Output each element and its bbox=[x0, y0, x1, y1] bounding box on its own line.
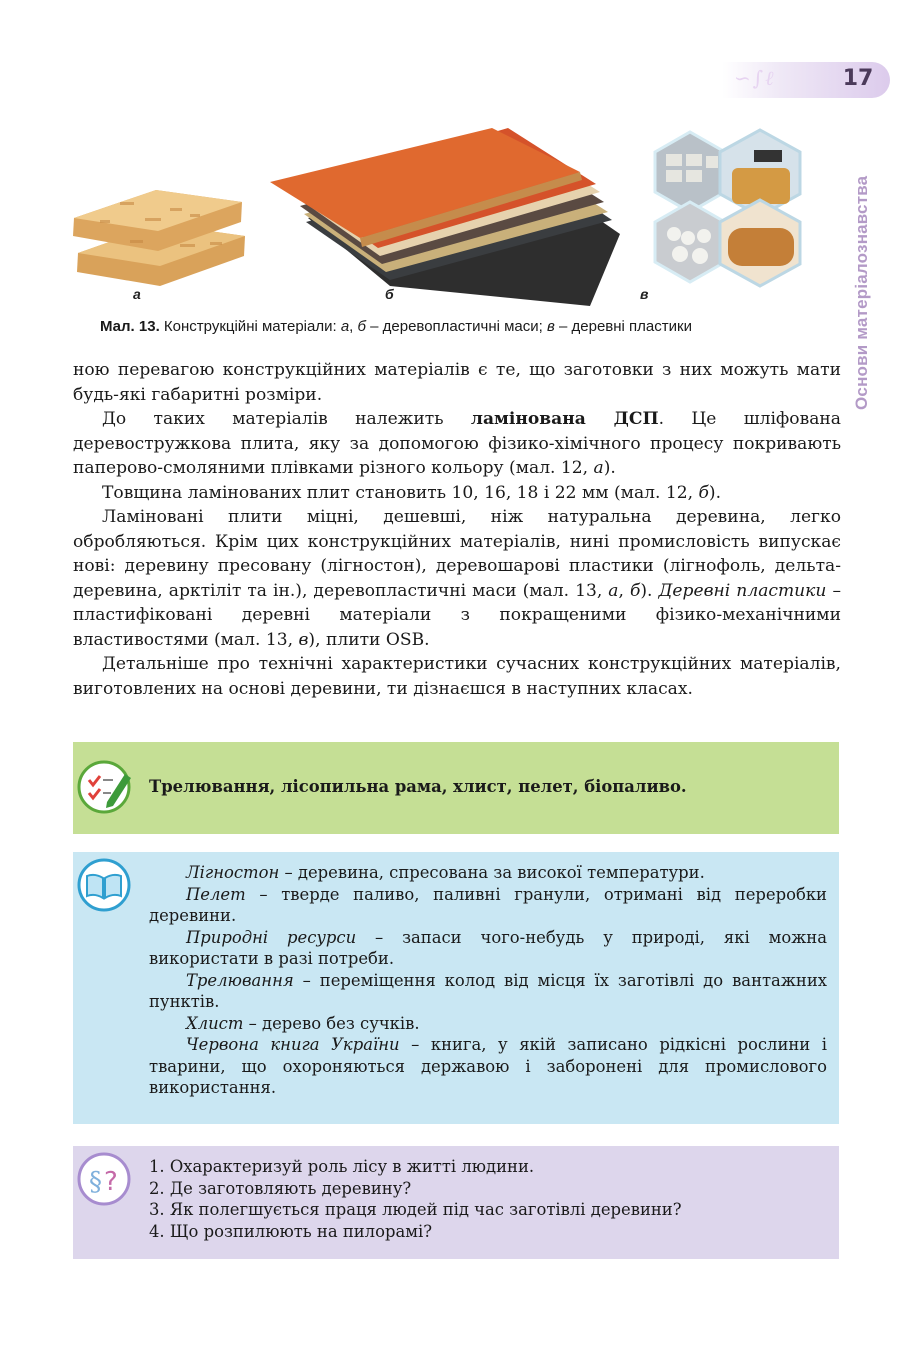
question-item: 3. Як полегшується праця людей під час заготівлі деревини? bbox=[149, 1200, 682, 1219]
caption-text: , bbox=[349, 318, 358, 335]
checklist-pencil-icon bbox=[77, 760, 131, 814]
glossary-entry: Трелювання – переміщення колод від місця їх заготівлі до вантажних пунктів. bbox=[149, 970, 827, 1011]
term-wood-plastics: Деревні пластики bbox=[658, 580, 827, 601]
paragraph: Товщина ламінованих плит становить 10, 16, 18 і 22 мм (мал. 12, б). bbox=[102, 482, 722, 503]
question-item: 2. Де заготовляють деревину? bbox=[149, 1178, 412, 1198]
figure-13 bbox=[60, 110, 840, 310]
glossary-term: Лігностон bbox=[186, 863, 280, 882]
glossary-entry: Хлист – дерево без сучків. bbox=[186, 1013, 420, 1033]
glossary-list bbox=[149, 862, 827, 1099]
glossary-box bbox=[73, 852, 839, 1124]
figure-illustrations bbox=[60, 110, 840, 310]
questions-box bbox=[73, 1146, 839, 1259]
caption-text: – деревопластичні маси; bbox=[365, 318, 547, 335]
question-item: 1. Охарактеризуй роль лісу в житті людини. bbox=[149, 1157, 535, 1176]
open-book-icon bbox=[77, 858, 131, 912]
figure-label-a: а bbox=[133, 286, 141, 302]
figure-caption bbox=[100, 318, 840, 340]
caption-text: Конструкційні матеріали: bbox=[159, 318, 341, 335]
caption-prefix: Мал. 13. bbox=[100, 318, 160, 335]
caption-ref: а bbox=[340, 318, 350, 335]
laminated-boards-image bbox=[270, 128, 620, 306]
page-number: 17 bbox=[842, 66, 874, 91]
questions-list bbox=[149, 1156, 827, 1242]
caption-text: – деревні пластики bbox=[554, 318, 692, 335]
caption-ref: в bbox=[547, 318, 555, 335]
glossary-term: Трелювання bbox=[186, 970, 294, 990]
keywords-text: Трелювання, лісопильна рама, хлист, пелет, біопаливо. bbox=[149, 777, 687, 796]
glossary-term: Природні ресурси bbox=[186, 927, 357, 947]
decorative-swirl: ∽∫ℓ bbox=[734, 66, 776, 90]
svg-text:§: § bbox=[89, 1167, 102, 1197]
paragraph: Ламіновані плити міцні, дешевші, ніж натуральна деревина, легко обробляються. Крім цих конструкційних матеріалів, нині промисловість випускає нові: деревину пресовану (лігностон), деревошарові пластики (лігнофоль, дельта-деревина, арктіліт та ін.), деревопластичні маси (мал. 13, а, б). Деревні пластики – пластифіковані деревні матеріали з покращеними фізико-механічними властивостями (мал. 13, в), плити OSB. bbox=[73, 507, 841, 650]
paragraph: ною перевагою конструкційних матеріалів є те, що заготовки з них можуть мати будь-які габаритні розміри. bbox=[73, 360, 841, 405]
paragraph: Детальніше про технічні характеристики сучасних конструкційних матеріалів, виготовлених на основі деревини, ти дізнаєшся в наступних класах. bbox=[73, 654, 841, 699]
keywords-box bbox=[73, 742, 839, 834]
question-item: 4. Що розпилюють на пилорамі? bbox=[149, 1221, 433, 1241]
figure-label-v: в bbox=[640, 286, 649, 302]
osb-boards-image bbox=[73, 190, 245, 286]
question-section-icon bbox=[77, 1152, 131, 1206]
glossary-term: Пелет bbox=[186, 884, 246, 904]
figure-label-b: б bbox=[385, 286, 394, 302]
side-section-title: Основи матеріалознавства bbox=[852, 175, 871, 410]
body-text bbox=[73, 358, 841, 701]
glossary-entry: Лігностон – деревина, спресована за високої температури. bbox=[186, 863, 705, 882]
glossary-entry: Пелет – тверде паливо, паливні гранули, отримані від переробки деревини. bbox=[149, 884, 827, 925]
paragraph: До таких матеріалів належить ламінована ДСП. Це шліфована деревостружкова плита, яку за допомогою фізико-хімічного процесу покривають паперово-смоляними плівками різного кольору (мал. 12, а). bbox=[73, 409, 841, 478]
wood-plastics-hexagon-images bbox=[655, 130, 800, 286]
svg-text:?: ? bbox=[104, 1167, 118, 1197]
caption-ref: б bbox=[357, 318, 366, 335]
glossary-term: Хлист bbox=[186, 1013, 244, 1033]
glossary-term: Червона книга України bbox=[186, 1035, 400, 1054]
glossary-entry: Червона книга України – книга, у якій записано рідкісні рослини і тварини, що охороняються державою і заборонені для промислового використання. bbox=[149, 1035, 827, 1097]
glossary-entry: Природні ресурси – запаси чого-небудь у природі, які можна використати в разі потреби. bbox=[149, 927, 827, 968]
term-laminated-chipboard: ламінована ДСП bbox=[470, 409, 659, 429]
